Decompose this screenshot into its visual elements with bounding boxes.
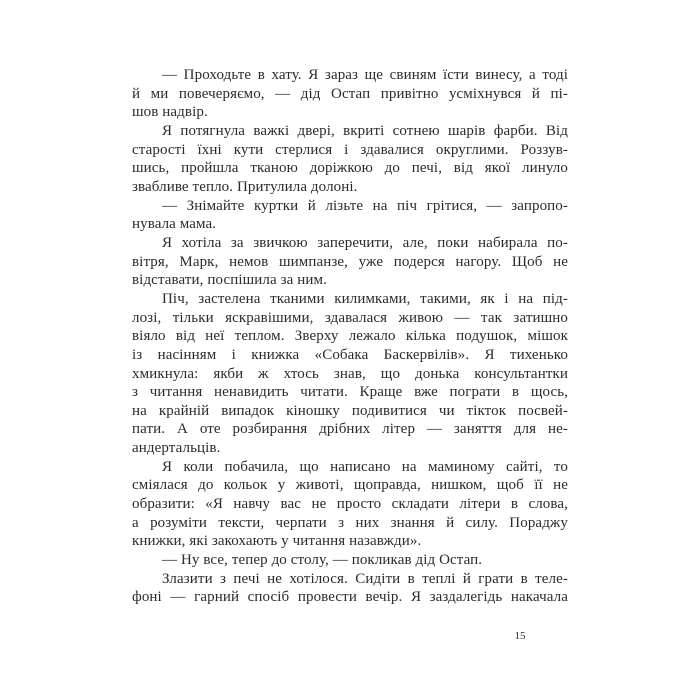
text-line: — Проходьте в хату. Я зараз ще свиням їсти винесу, а тоді: [162, 67, 568, 83]
text-line: звабливе тепло. Притулила долоні.: [132, 178, 358, 195]
text-line: фоні — гарний спосіб провести вечір. Я заздалегідь накачала: [132, 589, 568, 606]
text-line: Злазити з печі не хотілося. Сидіти в теплі й грати в теле-: [162, 570, 568, 587]
text-line: Піч, застелена тканими килимками, такими, як і на під-: [162, 290, 568, 307]
text-line: хмикнула: якби ж хтось знав, що донька консультантки: [132, 365, 568, 382]
text-line: а розуміти тексти, черпати з них знання й силу. Пораджу: [132, 514, 568, 531]
paragraph: [132, 551, 568, 570]
text-line: вітря, Марк, немов шимпанзе, уже подерся нагору. Щоб не: [132, 253, 568, 270]
text-line: з читання ненавидить читати. Краще вже пограти в щось,: [132, 384, 568, 401]
paragraph: [132, 66, 568, 122]
text-line: Я коли побачила, що написано на маминому сайті, то: [162, 458, 568, 475]
page-number: 15: [514, 630, 526, 642]
text-line: пати. А оте розбирання дрібних літер — заняття для не-: [132, 421, 568, 438]
paragraph: [132, 197, 568, 234]
text-line: із насінням і книжка «Собака Баскервілів». Я тихенько: [132, 346, 568, 363]
text-line: шись, пройшла тканою доріжкою до печі, від якої линуло: [132, 160, 568, 177]
text-line: шов надвір.: [132, 104, 208, 121]
text-line: лозі, тільки яскравішими, здавалася живою — так затишно: [132, 309, 568, 326]
text-line: й ми повечеряємо, — дід Остап привітно усміхнувся й пі-: [132, 85, 568, 102]
paragraph: [132, 122, 568, 197]
text-line: нувала мама.: [132, 216, 217, 233]
text-line: віяло від неї теплом. Зверху лежало кілька подушок, мішок: [132, 328, 568, 345]
paragraph: [132, 234, 568, 290]
text-line: на крайній випадок кіношку подивитися чи тікток посвей-: [132, 402, 568, 419]
text-block: [132, 66, 568, 607]
paragraph: [132, 458, 568, 551]
text-line: — Знімайте куртки й лізьте на піч грітися, — запропо-: [162, 197, 568, 214]
text-line: відставати, поспішила за ним.: [132, 272, 327, 289]
text-line: Я хотіла за звичкою заперечити, але, поки набирала по-: [162, 234, 568, 251]
text-line: Я потягнула важкі двері, вкриті сотнею шарів фарби. Від: [162, 122, 568, 139]
paragraph: [132, 570, 568, 607]
text-line: сміялася до кольок у животі, щоправда, нишком, щоб її не: [132, 477, 568, 494]
text-line: — Ну все, тепер до столу, — покликав дід Остап.: [162, 552, 483, 569]
text-line: образити: «Я навчу вас не просто складати літери в слова,: [132, 496, 568, 513]
text-line: книжки, які закохають у читання назавжди».: [132, 533, 422, 550]
text-line: андертальців.: [132, 440, 221, 457]
paragraph: [132, 290, 568, 458]
text-line: старості їхні кути стерлися і здавалися округлими. Роззув-: [132, 141, 568, 158]
